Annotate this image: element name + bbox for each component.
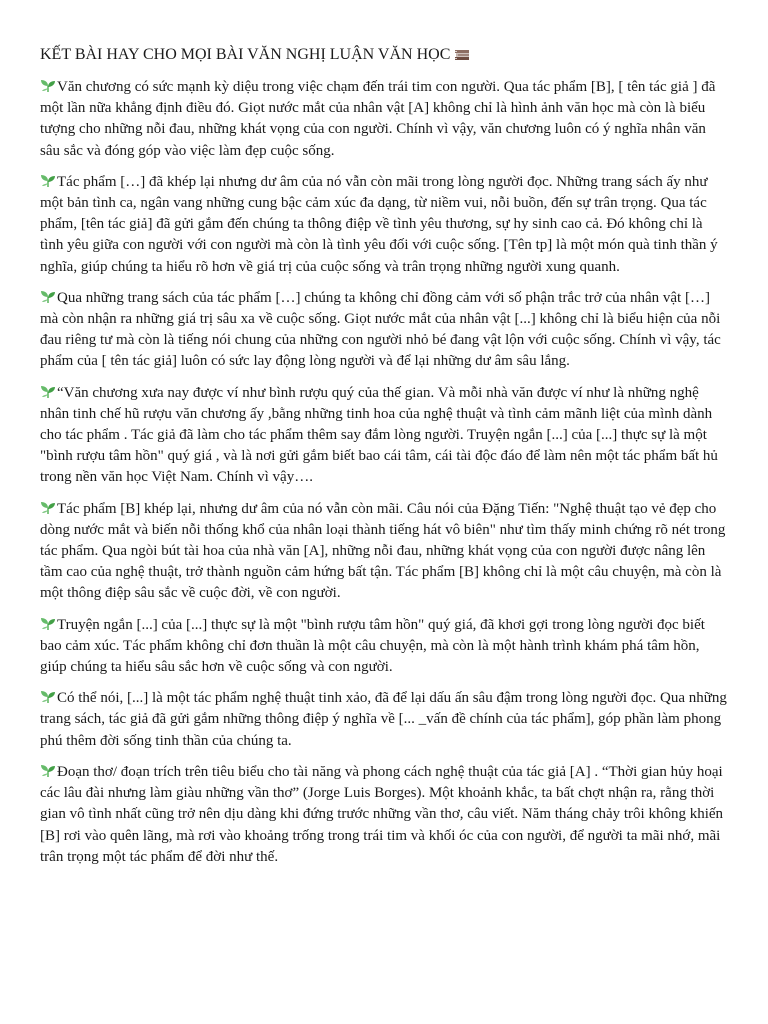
paragraph-text: Truyện ngắn [...] của [...] thực sự là một "bình rượu tâm hồn" quý giá, đã khơi gợi trong lòng người đọc biết bao cảm xúc. Tác phẩm không chỉ đơn thuần là một câu chuyện, mà còn là một hành trình khám phá tâm hồn, giúp chúng ta hiểu sâu sắc hơn về cuộc sống và con người.: [40, 616, 705, 676]
seedling-icon: [40, 501, 56, 515]
seedling-icon: [40, 690, 56, 704]
paragraph-text: “Văn chương xưa nay được ví như bình rượu quý của thế gian. Và mỗi nhà văn được ví như là những nghệ nhân tinh chế hũ rượu văn chương ấy ,bằng những tinh hoa của nghệ thuật và tình cảm mãnh liệt của mình dành cho tác phẩm . Tác giả đã làm cho tác phẩm thêm say đắm lòng người. Truyện ngắn [...] của [...] thực sự là một "bình rượu tâm hồn" quý giá , và là nơi gửi gắm biết bao cái tâm, cái tài độc đáo để làm nên một tác phẩm bất hủ trong nền văn học Việt Nam. Chính vì vậy….: [40, 384, 718, 486]
paragraph-text: Có thể nói, [...] là một tác phẩm nghệ thuật tinh xảo, đã để lại dấu ấn sâu đậm trong lòng người đọc. Qua những trang sách, tác giả đã gửi gắm những thông điệp ý nghĩa về [... _vấn đề chính của tác phẩm], góp phần làm phong phú thêm đời sống tinh thần của chúng ta.: [40, 690, 727, 749]
paragraph-text: Tác phẩm […] đã khép lại nhưng dư âm của nó vẫn còn mãi trong lòng người đọc. Những trang sách ấy như một bản tình ca, ngân vang những cung bậc cảm xúc đa dạng, từ niềm vui, nỗi buồn, đến sự trân trọng. Qua tác phẩm, [tên tác giả] đã gửi gắm đến chúng ta thông điệp về tình yêu thương, sự hy sinh cao cả. Đó không chỉ là tình yêu giữa con người với con người mà còn là tình yêu đối với cuộc sống. [Tên tp] là một món quà tinh thần ý nghĩa, giúp chúng ta hiểu rõ hơn về giá trị của cuộc sống và trân trọng những người xung quanh.: [40, 173, 718, 275]
seedling-icon: [40, 174, 56, 188]
paragraph-text: Qua những trang sách của tác phẩm […] chúng ta không chỉ đồng cảm với số phận trắc trở của nhân vật […] mà còn nhận ra những giá trị sâu xa về cuộc sống. Giọt nước mắt của nhân vật [...] không chỉ là biểu hiện của nỗi đau riêng tư mà còn là tiếng nói chung của những con người nhỏ bé đang vật lộn với cuộc sống. Chính vì vậy, tác phẩm của [ tên tác giả] luôn có sức lay động lòng người và để lại những dư âm sâu lắng.: [40, 289, 721, 370]
paragraph-text: Văn chương có sức mạnh kỳ diệu trong việc chạm đến trái tim con người. Qua tác phẩm [B], [ tên tác giả ] đã một lần nữa khẳng định điều đó. Giọt nước mắt của nhân vật [A] không chỉ là hình ảnh văn học mà còn là biểu tượng cho những nỗi đau, những khát vọng của con người. Chính vì vậy, văn chương luôn có ý nghĩa nhân văn sâu sắc và đóng góp vào việc làm đẹp cuộc sống.: [40, 79, 716, 159]
paragraph-4: [40, 383, 728, 489]
paragraph-7: [40, 688, 728, 752]
paragraph-5: [40, 499, 728, 605]
paragraph-text: Đoạn thơ/ đoạn trích trên tiêu biểu cho tài năng và phong cách nghệ thuật của tác giả [A] . “Thời gian hủy hoại các lâu đài nhưng làm giàu những vần thơ” (Jorge Luis Borges). Một khoảnh khắc, ta bất chợt nhận ra, rằng thời gian vô tình nhất cũng trở nên dịu dàng khi đứng trước những vần thơ, câu viết. Năm tháng chảy trôi không khiến [B] rơi vào quên lãng, mà rơi vào khoảng trống trong trái tim và khối óc của con người, để người ta mãi nhớ, mãi trân trọng một tác phẩm để đời như thế.: [40, 763, 724, 865]
seedling-icon: [40, 764, 56, 778]
books-icon: [454, 49, 470, 61]
paragraph-text: Tác phẩm [B] khép lại, nhưng dư âm của nó vẫn còn mãi. Câu nói của Đặng Tiến: "Nghệ thuật tạo vẻ đẹp cho dòng nước mắt và biến nỗi thống khổ của nhân loại thành tiếng hát vô biên" như tìm thấy minh chứng rõ nét trong tác phẩm. Qua ngòi bút tài hoa của nhà văn [A], những nỗi đau, những khát vọng của con người được nâng lên tầm cao của nghệ thuật, trở thành nguồn cảm hứng bất tận. Tác phẩm [B] không chỉ là một câu chuyện, mà còn là một thông điệp sâu sắc về cuộc đời, về con người.: [40, 500, 726, 602]
document-title: KẾT BÀI HAY CHO MỌI BÀI VĂN NGHỊ LUẬN VĂN HỌC: [40, 46, 451, 63]
paragraph-8: [40, 762, 728, 868]
paragraph-6: [40, 615, 728, 679]
paragraph-2: [40, 172, 728, 278]
seedling-icon: [40, 385, 56, 399]
seedling-icon: [40, 79, 56, 93]
paragraph-1: [40, 77, 728, 162]
seedling-icon: [40, 617, 56, 631]
seedling-icon: [40, 290, 56, 304]
document-title-row: [40, 44, 728, 65]
paragraph-3: [40, 288, 728, 373]
paragraph-list: [40, 77, 728, 868]
